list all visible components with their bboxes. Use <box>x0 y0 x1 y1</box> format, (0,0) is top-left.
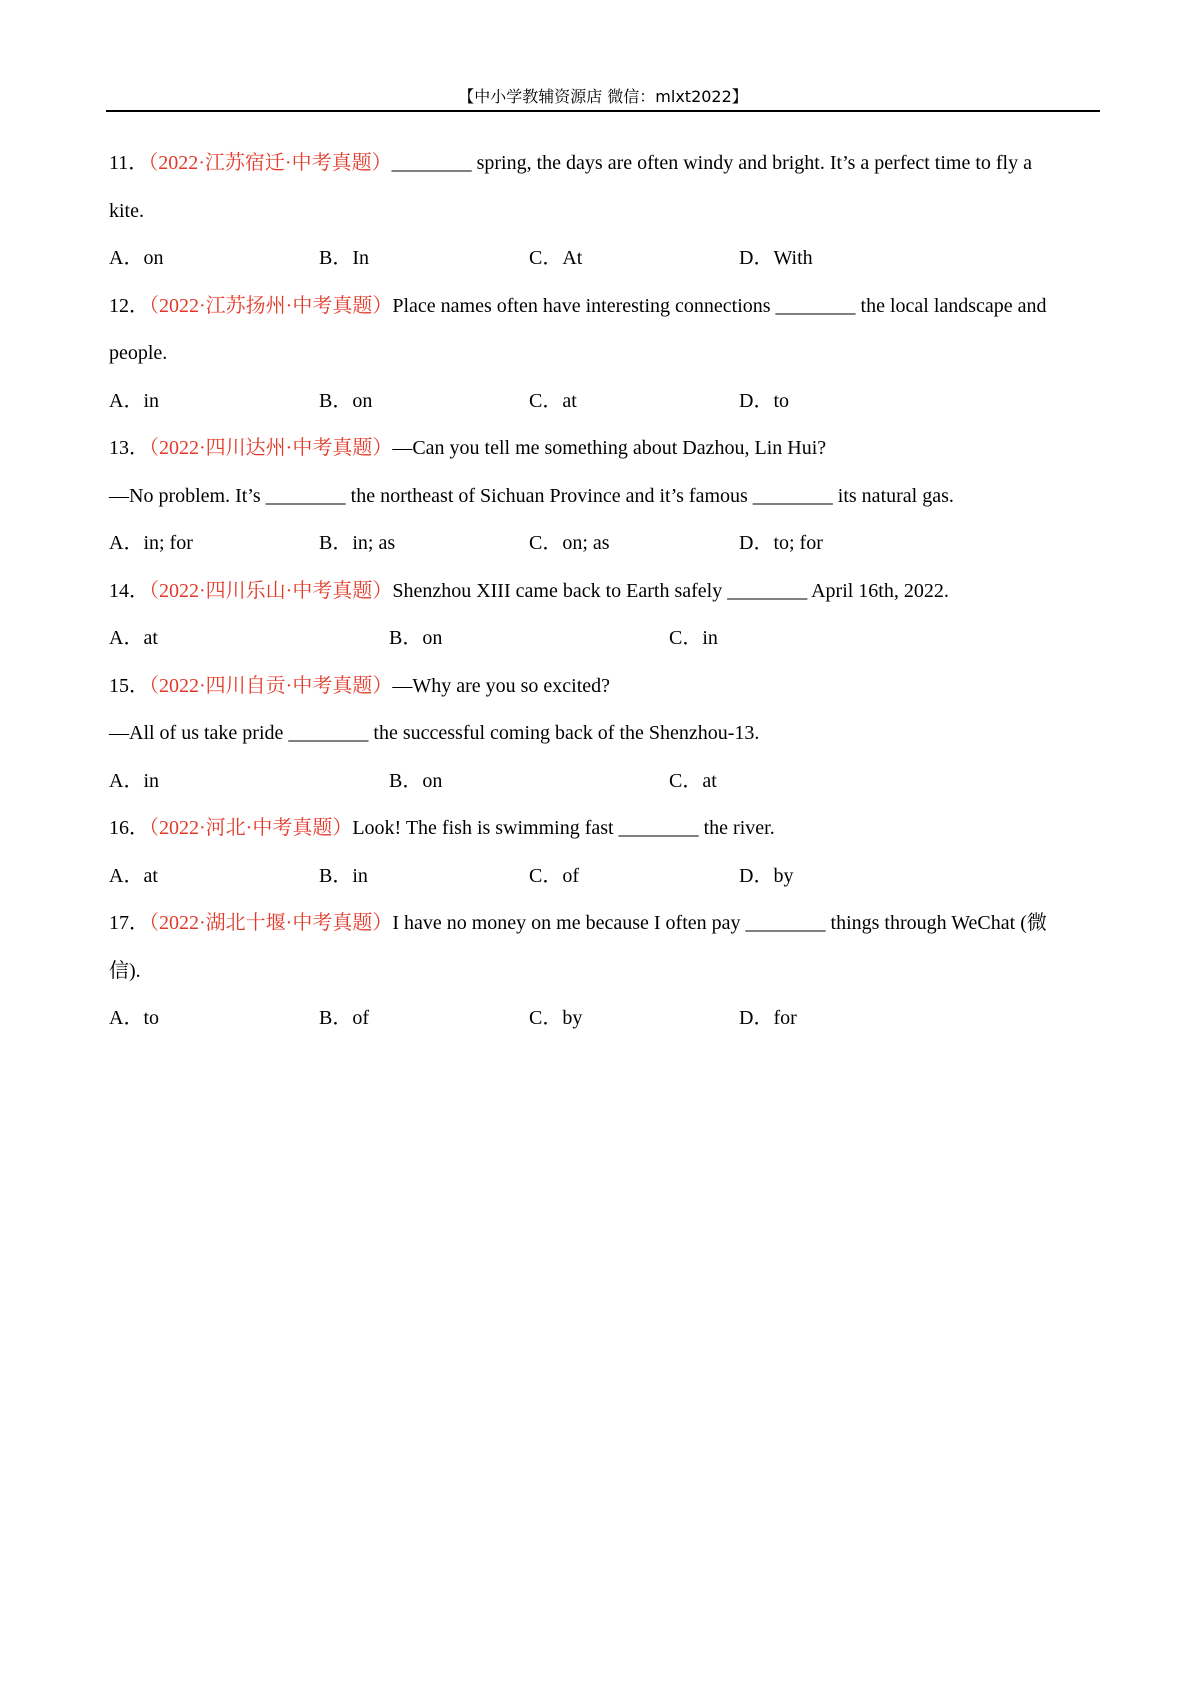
question-text-continued: —All of us take pride ________ the successful coming back of the Shenzhou-13. <box>109 722 760 744</box>
option-b: B．In <box>319 247 369 269</box>
question-number: 13． <box>109 437 149 459</box>
option-b: B．on <box>319 389 373 412</box>
question-stem <box>109 283 1101 331</box>
answer-options <box>109 378 1101 426</box>
question-11 <box>109 140 1101 283</box>
question-12 <box>109 283 1101 426</box>
option-a: A．in <box>109 769 159 792</box>
option-a: A．at <box>109 627 158 649</box>
option-c: C．by <box>529 1007 583 1029</box>
question-source: （2022·四川达州·中考真题） <box>149 437 393 459</box>
question-text-continued: kite. <box>109 199 144 222</box>
question-text-continued: —No problem. It’s ________ the northeast of Sichuan Province and it’s famous ________ its natural gas. <box>109 484 954 507</box>
option-a: A．in; for <box>109 532 193 554</box>
option-a: A．at <box>109 864 158 887</box>
option-c: C．on; as <box>529 532 610 554</box>
question-source: （2022·四川自贡·中考真题） <box>149 674 393 697</box>
option-c: C．in <box>669 627 718 649</box>
question-source: （2022·湖北十堰·中考真题） <box>149 912 393 934</box>
option-b: B．of <box>319 1007 369 1029</box>
option-b: B．on <box>389 627 443 649</box>
option-c: C．at <box>529 389 577 412</box>
answer-options <box>109 520 1101 568</box>
question-14 <box>109 568 1101 663</box>
question-stem <box>109 900 1101 948</box>
answer-options <box>109 995 1101 1043</box>
option-c: C．of <box>529 864 579 887</box>
option-d: D．for <box>739 1007 797 1029</box>
question-number: 12． <box>109 294 149 317</box>
question-source: （2022·四川乐山·中考真题） <box>149 579 393 602</box>
answer-options <box>109 853 1101 901</box>
answer-options <box>109 758 1101 806</box>
question-source: （2022·河北·中考真题） <box>149 817 353 839</box>
page-header: 【中小学教辅资源店 微信：mlxt2022】 <box>458 87 748 106</box>
question-number: 16． <box>109 817 149 839</box>
option-a: A．to <box>109 1007 159 1029</box>
option-d: D．by <box>739 864 794 887</box>
header-divider <box>106 110 1100 112</box>
question-stem <box>109 425 1101 473</box>
question-text-continued: people. <box>109 342 168 364</box>
question-number: 15． <box>109 674 149 697</box>
question-source: （2022·江苏扬州·中考真题） <box>149 294 393 317</box>
option-b: B．in <box>319 864 368 887</box>
option-d: D．With <box>739 247 813 269</box>
question-text: Place names often have interesting connections ________ the local landscape and <box>392 294 1047 317</box>
answer-options <box>109 235 1101 283</box>
question-16 <box>109 805 1101 900</box>
question-number: 14． <box>109 579 149 602</box>
option-a: A．on <box>109 247 164 269</box>
option-b: B．on <box>389 769 443 792</box>
question-stem <box>109 663 1101 711</box>
question-source: （2022·江苏宿迁·中考真题） <box>148 152 392 174</box>
question-text: ________ spring, the days are often windy and bright. It’s a perfect time to fly a <box>391 152 1032 174</box>
question-stem <box>109 568 1101 616</box>
question-text-continued: 信). <box>109 959 141 982</box>
question-list <box>109 140 1101 1043</box>
question-stem <box>109 140 1101 188</box>
question-15 <box>109 663 1101 806</box>
question-text: I have no money on me because I often pay ________ things through WeChat (微 <box>392 912 1047 934</box>
question-13 <box>109 425 1101 568</box>
option-b: B．in; as <box>319 532 396 554</box>
option-d: D．to <box>739 389 789 412</box>
question-text: —Why are you so excited? <box>392 674 611 697</box>
option-c: C．At <box>529 247 583 269</box>
option-d: D．to; for <box>739 532 823 554</box>
answer-options <box>109 615 1101 663</box>
question-text: —Can you tell me something about Dazhou, Lin Hui? <box>392 437 827 459</box>
question-number: 17． <box>109 912 149 934</box>
question-number: 11． <box>109 152 149 174</box>
option-a: A．in <box>109 389 159 412</box>
question-17 <box>109 900 1101 1043</box>
option-c: C．at <box>669 769 717 792</box>
question-text: Look! The fish is swimming fast ________ the river. <box>352 817 775 839</box>
question-stem <box>109 805 1101 853</box>
question-text: Shenzhou XIII came back to Earth safely ________ April 16th, 2022. <box>392 579 949 602</box>
